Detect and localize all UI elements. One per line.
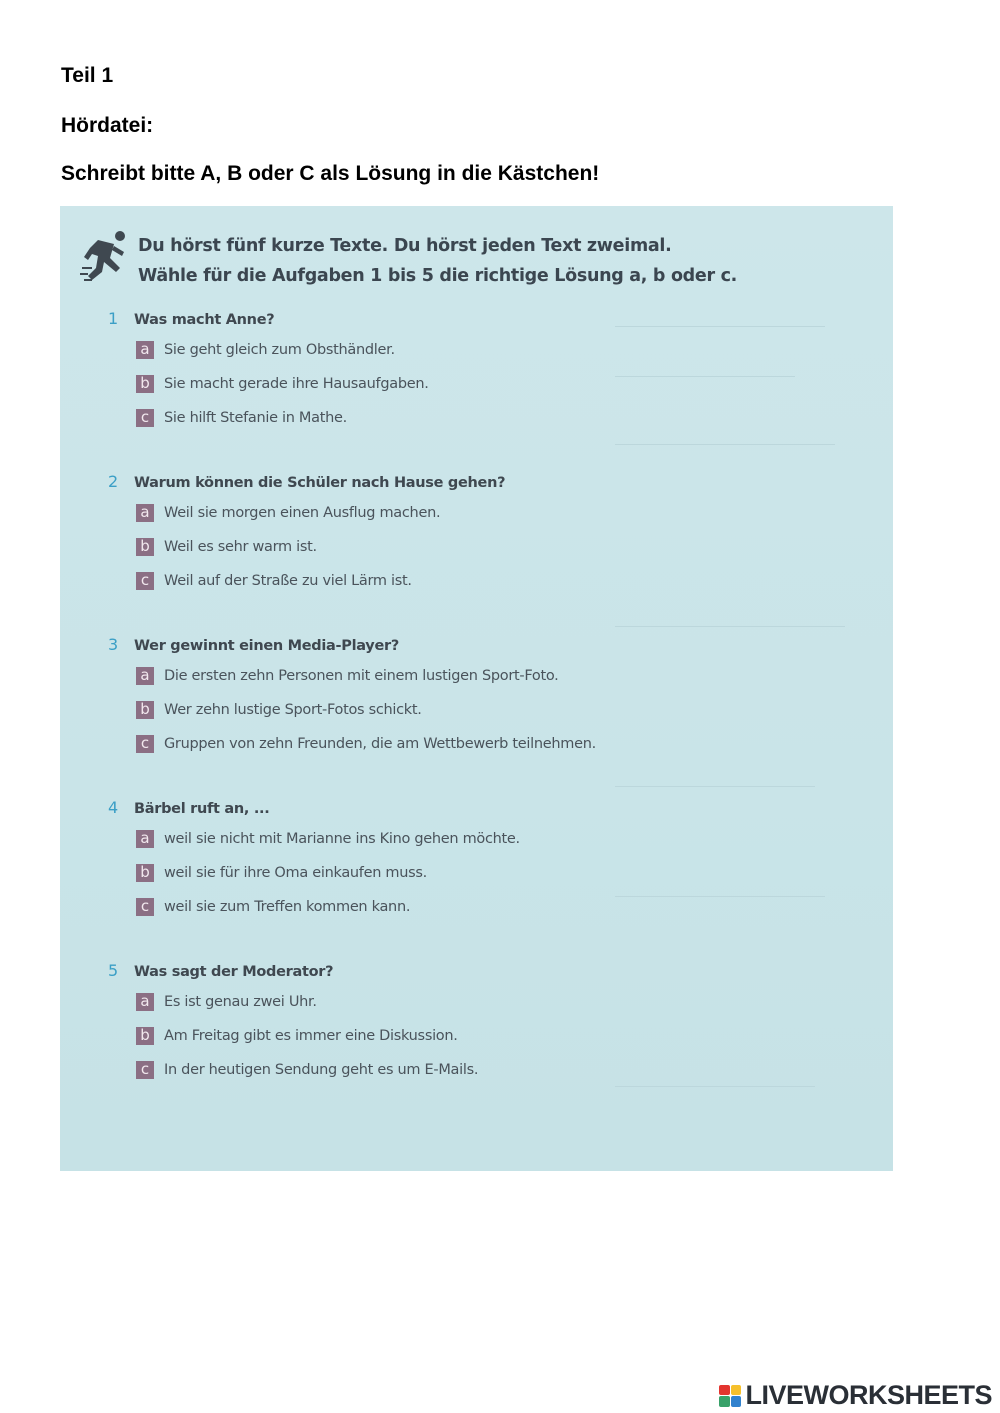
option-b[interactable] xyxy=(136,367,868,401)
option-text: Es ist genau zwei Uhr. xyxy=(164,994,317,1010)
bleed-through-line xyxy=(615,786,815,787)
option-c[interactable] xyxy=(136,890,868,924)
question-number: 4 xyxy=(108,798,119,817)
option-text: Sie hilft Stefanie in Mathe. xyxy=(164,410,347,426)
question-1 xyxy=(108,309,868,435)
option-text: Am Freitag gibt es immer eine Diskussion. xyxy=(164,1028,458,1044)
option-text: Weil sie morgen einen Ausflug machen. xyxy=(164,505,441,521)
part-heading: Teil 1 xyxy=(61,64,114,87)
question-number: 2 xyxy=(108,472,119,491)
option-text: Die ersten zehn Personen mit einem lustigen Sport-Foto. xyxy=(164,668,559,684)
option-b[interactable] xyxy=(136,1019,868,1053)
option-a[interactable] xyxy=(136,496,868,530)
option-text: Wer zehn lustige Sport-Fotos schickt. xyxy=(164,702,422,718)
question-number: 3 xyxy=(108,635,119,654)
option-c[interactable] xyxy=(136,564,868,598)
question-2 xyxy=(108,472,868,598)
option-letter-box: c xyxy=(136,1061,154,1079)
option-letter-box: c xyxy=(136,898,154,916)
question-3 xyxy=(108,635,868,761)
option-text: weil sie zum Treffen kommen kann. xyxy=(164,899,411,915)
option-letter-box: c xyxy=(136,572,154,590)
option-b[interactable] xyxy=(136,530,868,564)
question-text: Was sagt der Moderator? xyxy=(134,964,334,980)
option-text: Weil auf der Straße zu viel Lärm ist. xyxy=(164,573,412,589)
exercise-intro xyxy=(138,231,737,291)
bleed-through-line xyxy=(615,444,835,445)
audio-file-label: Hördatei: xyxy=(61,114,154,137)
question-number: 5 xyxy=(108,961,119,980)
question-text: Warum können die Schüler nach Hause gehen? xyxy=(134,475,506,491)
option-letter-box: b xyxy=(136,538,154,556)
bleed-through-line xyxy=(615,626,845,627)
intro-line-1: Du hörst fünf kurze Texte. Du hörst jeden Text zweimal. xyxy=(138,236,672,256)
option-c[interactable] xyxy=(136,1053,868,1087)
option-letter-box: a xyxy=(136,993,154,1011)
intro-line-2: Wähle für die Aufgaben 1 bis 5 die richtige Lösung a, b oder c. xyxy=(138,266,738,286)
option-text: weil sie für ihre Oma einkaufen muss. xyxy=(164,865,427,881)
option-letter-box: b xyxy=(136,1027,154,1045)
option-a[interactable] xyxy=(136,985,868,1019)
option-letter-box: a xyxy=(136,341,154,359)
option-b[interactable] xyxy=(136,856,868,890)
runner-icon xyxy=(80,228,132,286)
option-a[interactable] xyxy=(136,659,868,693)
liveworksheets-logo xyxy=(719,1380,992,1411)
option-b[interactable] xyxy=(136,693,868,727)
option-letter-box: c xyxy=(136,409,154,427)
option-text: Gruppen von zehn Freunden, die am Wettbewerb teilnehmen. xyxy=(164,736,596,752)
liveworksheets-logo-icon xyxy=(719,1385,741,1407)
option-letter-box: a xyxy=(136,504,154,522)
question-text: Was macht Anne? xyxy=(134,312,275,328)
option-letter-box: c xyxy=(136,735,154,753)
question-number: 1 xyxy=(108,309,119,328)
option-text: In der heutigen Sendung geht es um E-Mails. xyxy=(164,1062,479,1078)
question-text: Bärbel ruft an, ... xyxy=(134,801,270,817)
brand-name: LIVEWORKSHEETS xyxy=(745,1380,992,1410)
option-text: Sie macht gerade ihre Hausaufgaben. xyxy=(164,376,429,392)
option-c[interactable] xyxy=(136,727,868,761)
option-letter-box: b xyxy=(136,864,154,882)
option-text: Weil es sehr warm ist. xyxy=(164,539,317,555)
option-letter-box: b xyxy=(136,375,154,393)
option-letter-box: b xyxy=(136,701,154,719)
option-text: Sie geht gleich zum Obsthändler. xyxy=(164,342,395,358)
option-text: weil sie nicht mit Marianne ins Kino gehen möchte. xyxy=(164,831,520,847)
option-a[interactable] xyxy=(136,333,868,367)
question-4 xyxy=(108,798,868,924)
instruction-text: Schreibt bitte A, B oder C als Lösung in die Kästchen! xyxy=(61,162,600,185)
option-a[interactable] xyxy=(136,822,868,856)
question-5 xyxy=(108,961,868,1087)
option-letter-box: a xyxy=(136,830,154,848)
option-letter-box: a xyxy=(136,667,154,685)
exercise-panel xyxy=(60,206,893,1171)
question-text: Wer gewinnt einen Media-Player? xyxy=(134,638,399,654)
option-c[interactable] xyxy=(136,401,868,435)
